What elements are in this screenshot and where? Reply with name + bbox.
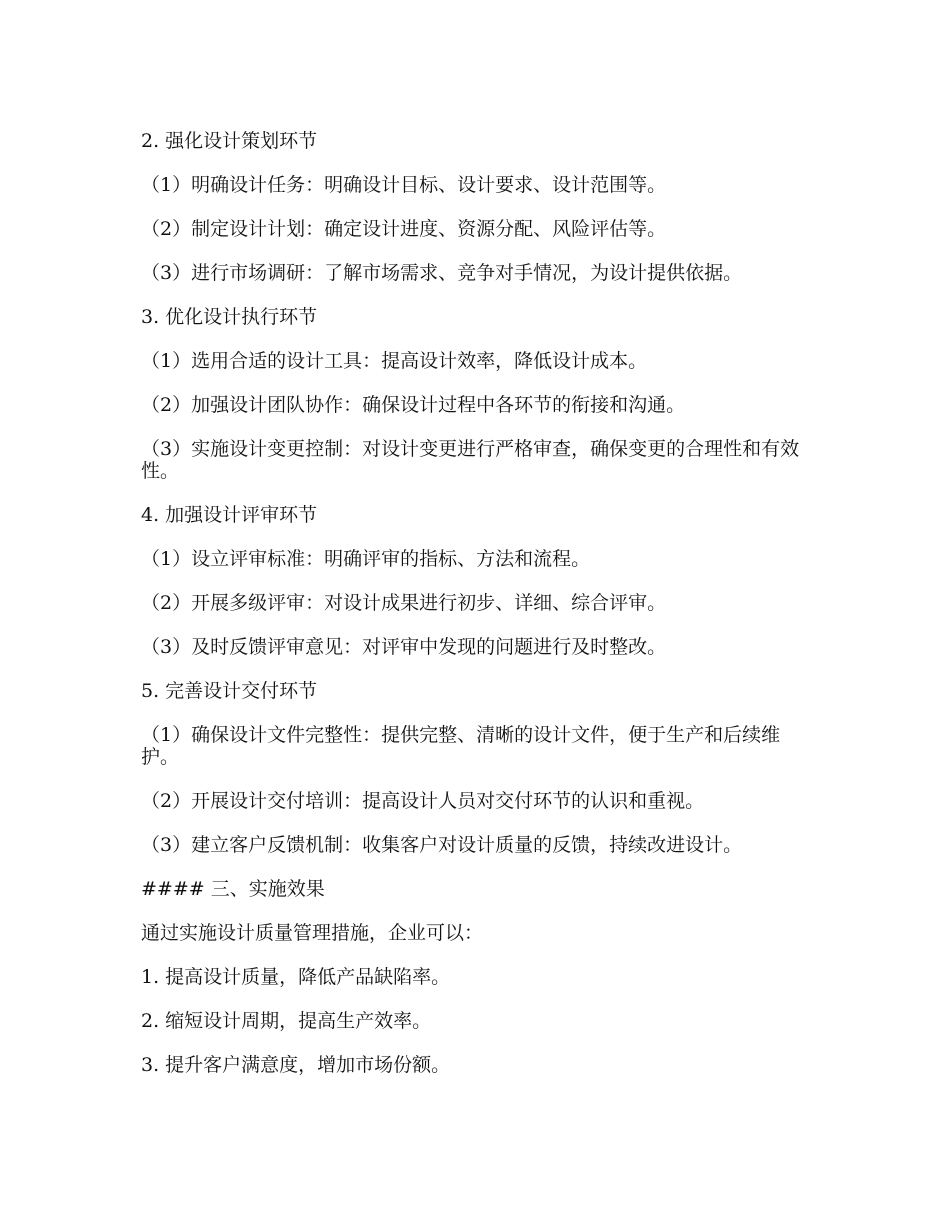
list-item: （2）开展多级评审：对设计成果进行初步、详细、综合评审。	[141, 592, 667, 614]
list-item: （2）制定设计计划：确定设计进度、资源分配、风险评估等。	[141, 218, 667, 240]
list-item: （3）建立客户反馈机制：收集客户对设计质量的反馈，持续改进设计。	[141, 834, 743, 856]
list-item: （2）开展设计交付培训：提高设计人员对交付环节的认识和重视。	[141, 790, 705, 812]
list-item: （3）及时反馈评审意见：对评审中发现的问题进行及时整改。	[141, 636, 667, 658]
list-item: （3）进行市场调研：了解市场需求、竞争对手情况，为设计提供依据。	[141, 262, 743, 284]
result-item: 1. 提高设计质量，降低产品缺陷率。	[141, 966, 451, 988]
list-item: （1）选用合适的设计工具：提高设计效率，降低设计成本。	[141, 350, 648, 372]
list-item: （3）实施设计变更控制：对设计变更进行严格审查，确保变更的合理性和有效性。	[141, 438, 800, 482]
result-item: 2. 缩短设计周期，提高生产效率。	[141, 1010, 432, 1032]
markdown-heading: #### 三、实施效果	[141, 878, 325, 900]
result-item: 3. 提升客户满意度，增加市场份额。	[141, 1054, 451, 1076]
section-heading-5: 5. 完善设计交付环节	[141, 680, 318, 702]
section-heading-2: 2. 强化设计策划环节	[141, 130, 318, 152]
section-heading-3: 3. 优化设计执行环节	[141, 306, 318, 328]
list-item: （1）确保设计文件完整性：提供完整、清晰的设计文件，便于生产和后续维护。	[141, 724, 781, 768]
list-item: （2）加强设计团队协作：确保设计过程中各环节的衔接和沟通。	[141, 394, 686, 416]
section-heading-4: 4. 加强设计评审环节	[141, 504, 318, 526]
list-item: （1）明确设计任务：明确设计目标、设计要求、设计范围等。	[141, 174, 667, 196]
list-item: （1）设立评审标准：明确评审的指标、方法和流程。	[141, 548, 591, 570]
intro-text: 通过实施设计质量管理措施，企业可以：	[141, 922, 484, 944]
document-body	[141, 130, 806, 1098]
